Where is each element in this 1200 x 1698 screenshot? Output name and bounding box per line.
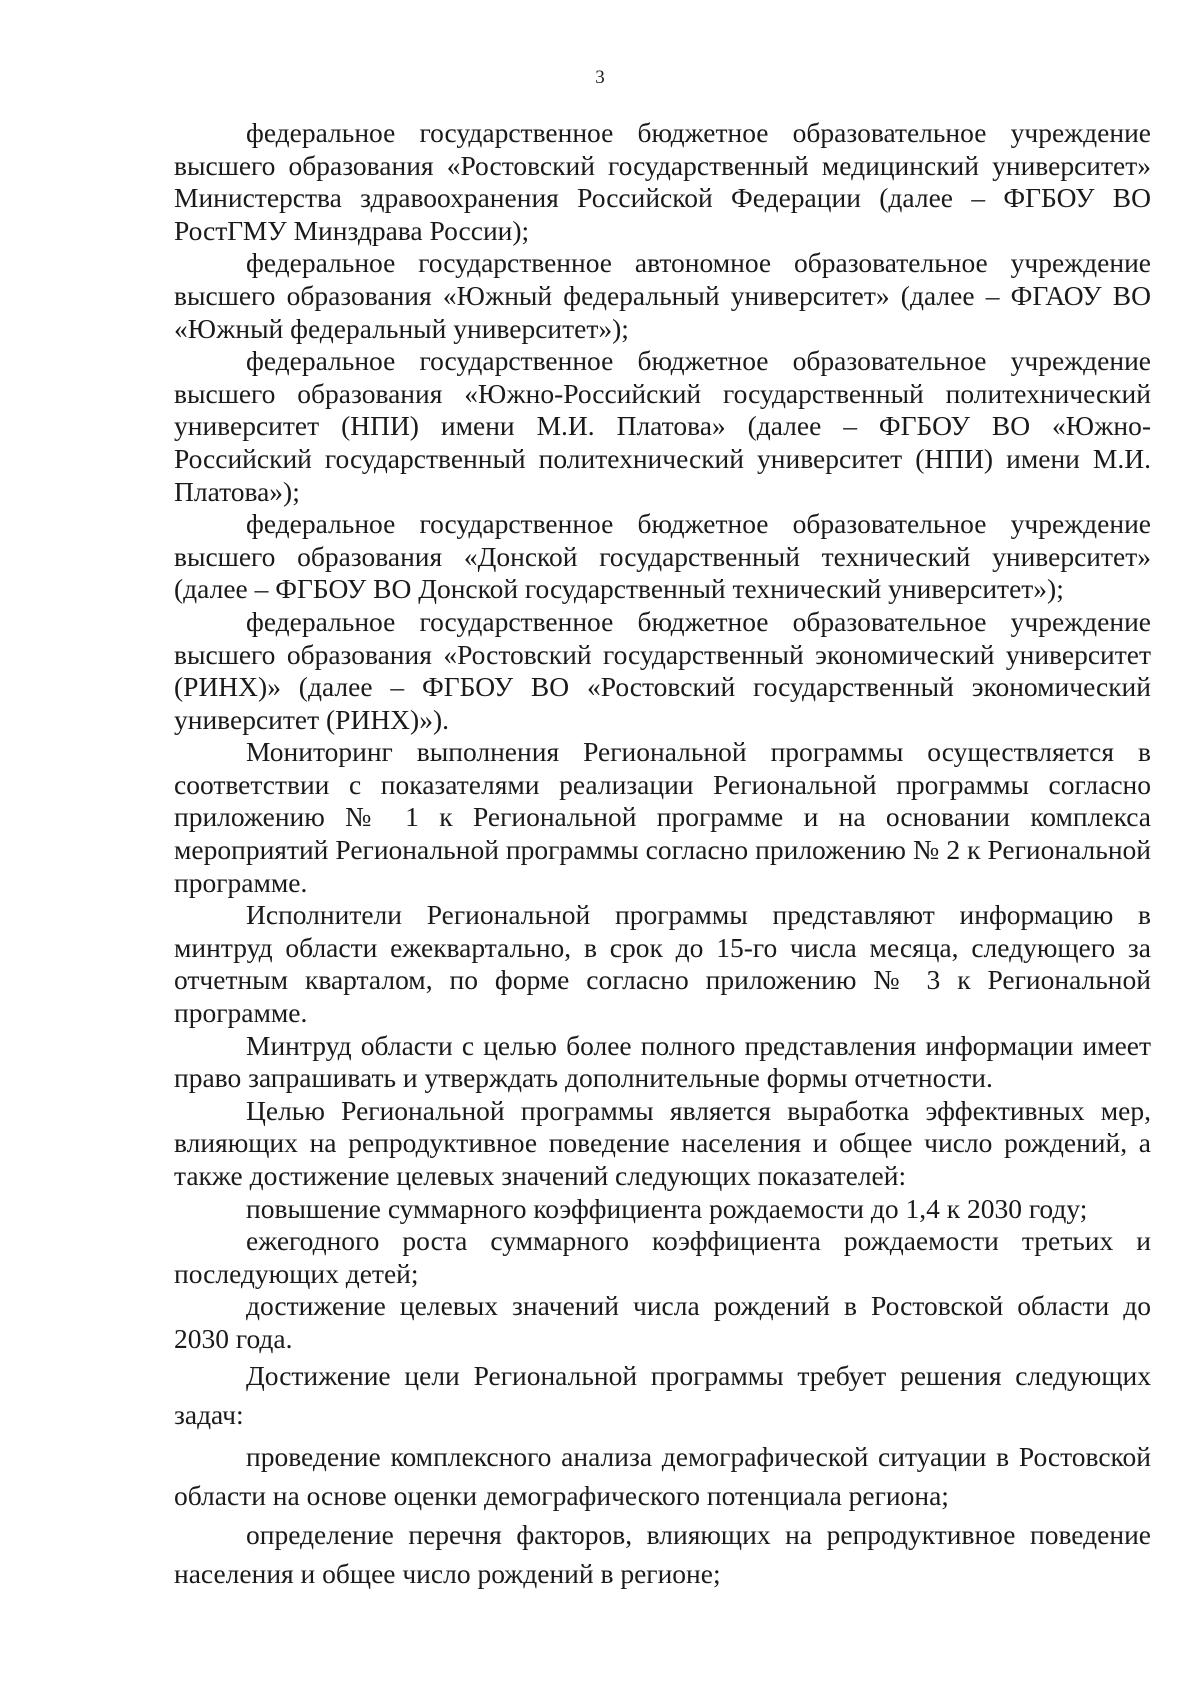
paragraph-rostgmu: федеральное государственное бюджетное образовательное учреждение высшего образования «Ростовский государственный медицинский университет» Министерства здравоохранения Российской Федерации (далее – ФГБОУ ВО РостГМУ Минздрава России); — [174, 117, 1151, 246]
paragraph-task-factors: определение перечня факторов, влияющих на репродуктивное поведение населения и общее число рождений в регионе; — [174, 1518, 1151, 1589]
paragraph-dgtu: федеральное государственное бюджетное образовательное учреждение высшего образования «Донской государственный технический университет» (далее – ФГБОУ ВО Донской государственный технический университет»); — [174, 508, 1151, 605]
paragraph-goal-births: достижение целевых значений числа рождений в Ростовской области до 2030 года. — [174, 1290, 1151, 1354]
paragraph-goal-fertility-rate: повышение суммарного коэффициента рождаемости до 1,4 к 2030 году; — [246, 1192, 1088, 1224]
page-number: 3 — [595, 67, 605, 88]
document-body — [174, 117, 1151, 1593]
paragraph-rinh: федеральное государственное бюджетное образовательное учреждение высшего образования «Ростовский государственный экономический университет (РИНХ)» (далее – ФГБОУ ВО «Ростовский государственный экономический университет (РИНХ)»). — [174, 605, 1151, 735]
paragraph-goal-third-children: ежегодного роста суммарного коэффициента рождаемости третьих и последующих детей; — [174, 1225, 1151, 1289]
paragraph-program-goal: Целью Региональной программы является выработка эффективных мер, влияющих на репродуктивное поведение населения и общее число рождений, а также достижение целевых значений следующих показателей: — [174, 1094, 1151, 1191]
paragraph-task-analysis: проведение комплексного анализа демографической ситуации в Ростовской области на основе оценки демографического потенциала региона; — [174, 1440, 1151, 1511]
paragraph-monitoring: Мониторинг выполнения Региональной программы осуществляется в соответствии с показателями реализации Региональной программы согласно приложению № 1 к Региональной программе и на основании комплекса мероприятий Региональной программы согласно приложению № 2 к Региональной программе. — [174, 736, 1151, 898]
paragraph-npi: федеральное государственное бюджетное образовательное учреждение высшего образования «Южно-Российский государственный политехнический университет (НПИ) имени М.И. Платова» (далее – ФГБОУ ВО «Южно-Российский государственный политехнический университет (НПИ) имени М.И. Платова»); — [174, 345, 1151, 507]
paragraph-reporting-forms: Минтруд области с целью более полного представления информации имеет право запрашивать и утверждать дополнительные формы отчетности. — [174, 1029, 1151, 1094]
paragraph-yufu: федеральное государственное автономное образовательное учреждение высшего образования «Южный федеральный университет» (далее – ФГАОУ ВО «Южный федеральный университет»); — [174, 247, 1151, 344]
paragraph-executors: Исполнители Региональной программы представляют информацию в минтруд области ежеквартально, в срок до 15-го числа месяца, следующего за отчетным кварталом, по форме согласно приложению № 3 к Региональной программе. — [174, 899, 1151, 1029]
paragraph-tasks-intro: Достижение цели Региональной программы требует решения следующих задач: — [174, 1359, 1151, 1430]
